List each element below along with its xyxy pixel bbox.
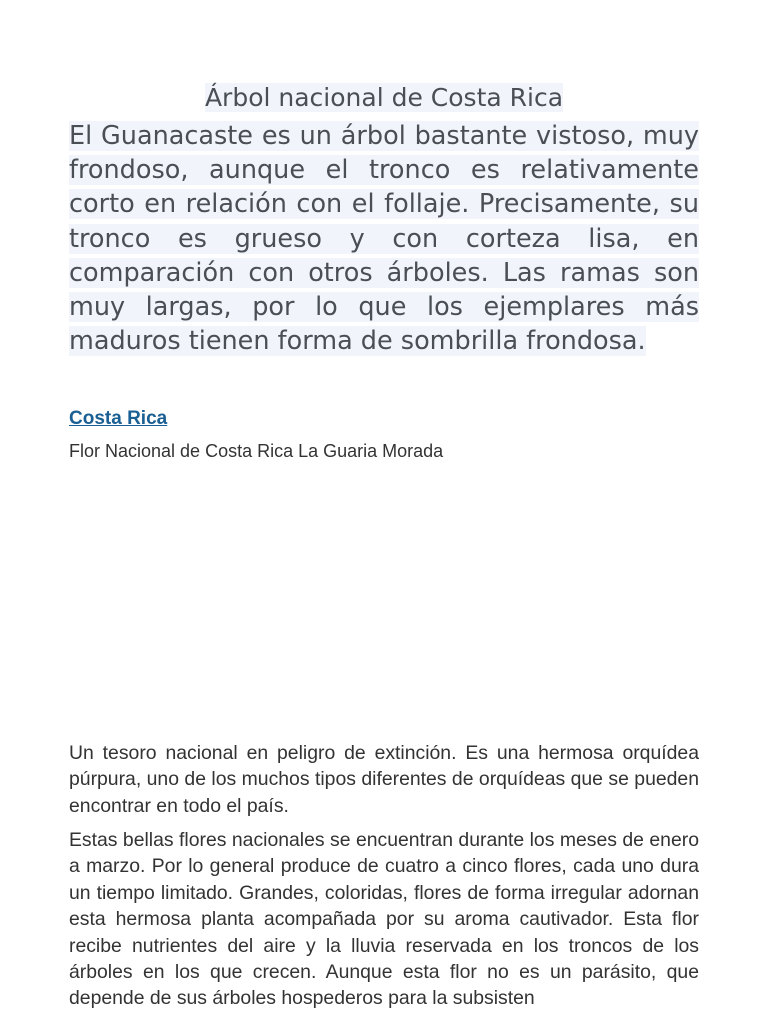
document-content [69, 82, 699, 462]
intro-paragraph [69, 119, 699, 358]
flower-subtitle: Flor Nacional de Costa Rica La Guaria Morada [69, 441, 444, 462]
title-block [69, 82, 699, 117]
paragraph-flowers: Estas bellas flores nacionales se encuentran durante los meses de enero a marzo. Por lo general produce de cuatro a cinco flores, cada uno dura un tiempo limitado. Grandes, coloridas, flores de forma irregular adornan esta hermosa planta acompañada por su aroma cautivador. Esta flor recibe nutrientes del aire y la lluvia reservada en los troncos de los árboles en los que crecen. Aunque esta flor no es un parásito, que depende de sus árboles hospederos para la subsisten [69, 829, 699, 1010]
costa-rica-link[interactable]: Costa Rica [69, 408, 168, 430]
intro-text: El Guanacaste es un árbol bastante vistoso, muy frondoso, aunque el tronco es relativamente corto en relación con el follaje. Precisamente, su tronco es grueso y con corteza lisa, en comparación con otros árboles. Las ramas son muy largas, por lo que los ejemplares más maduros tienen forma de sombrilla frondosa. [69, 121, 699, 357]
paragraph-extinction: Un tesoro nacional en peligro de extinción. Es una hermosa orquídea púrpura, uno de los muchos tipos diferentes de orquídeas que se pueden encontrar en todo el país. [69, 742, 699, 817]
page-title: Árbol nacional de Costa Rica [204, 83, 564, 112]
